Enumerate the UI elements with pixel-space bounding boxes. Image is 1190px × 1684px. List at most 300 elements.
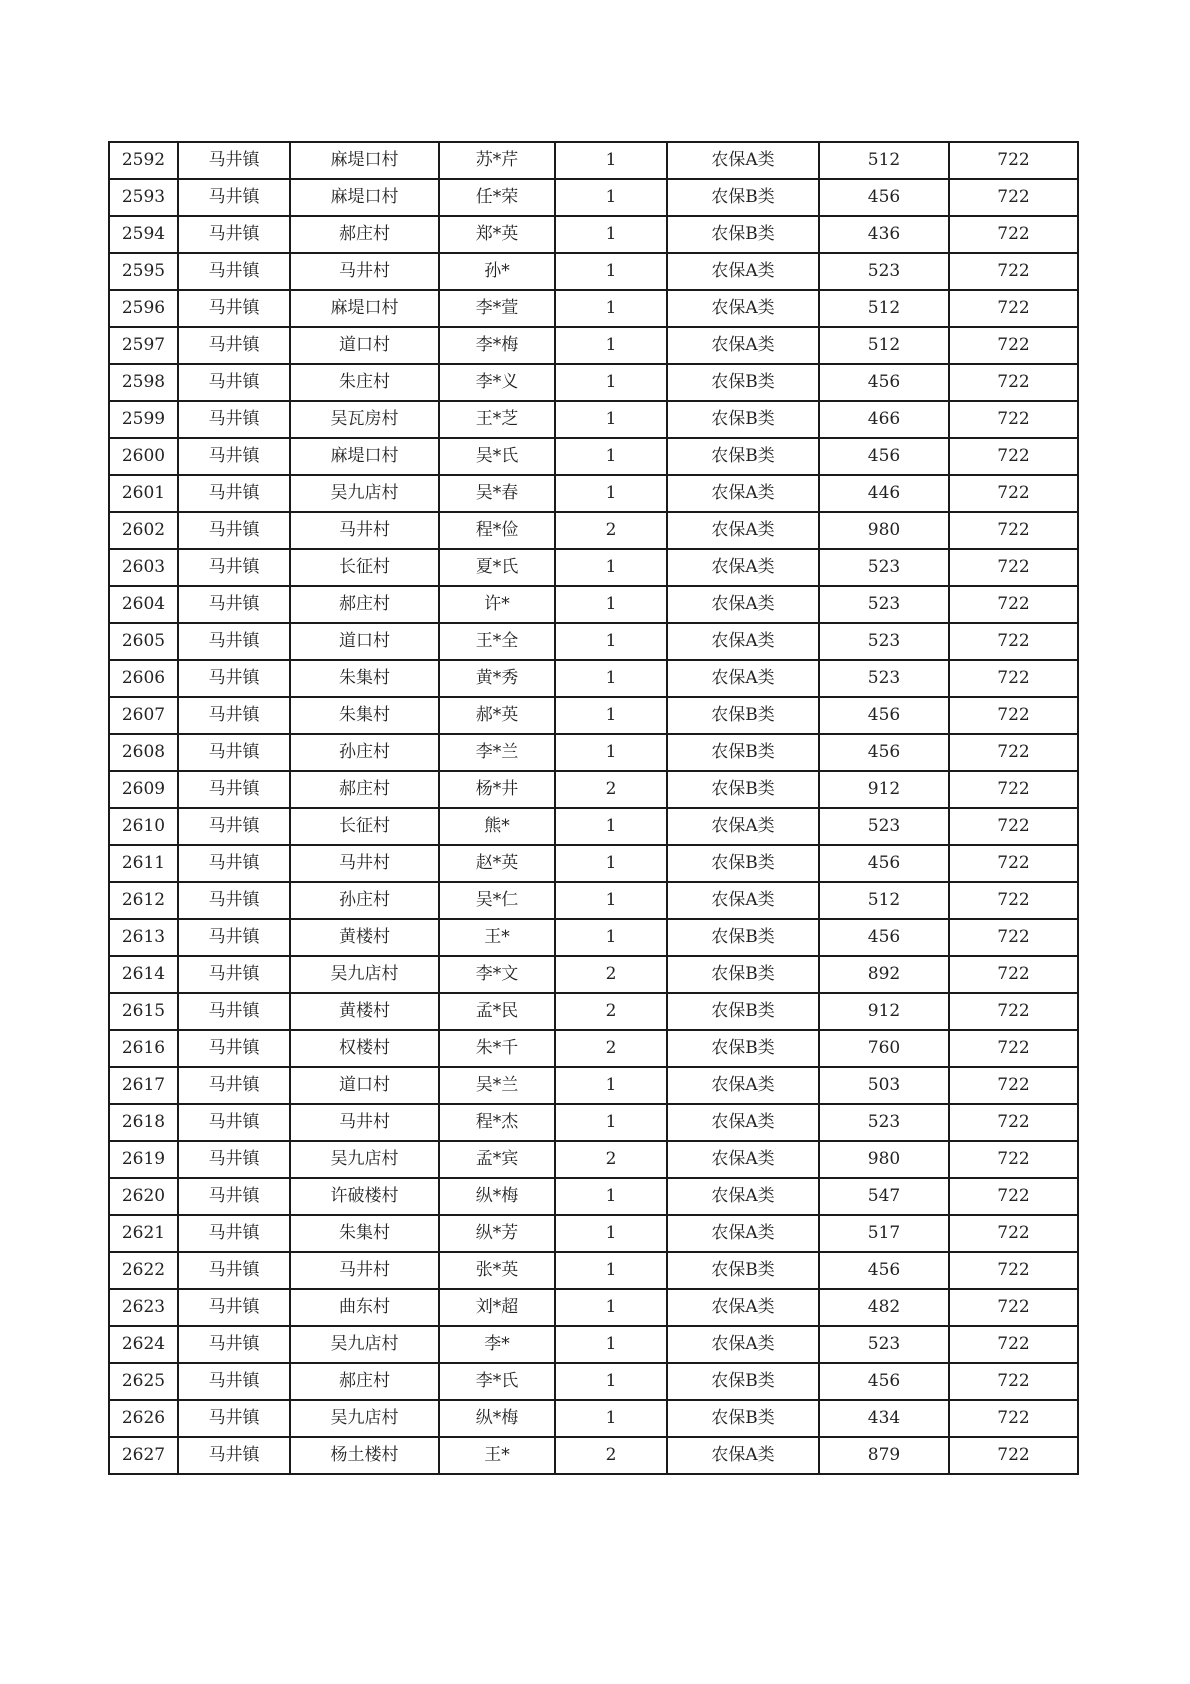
cell-village: 吴瓦房村 (290, 401, 439, 438)
cell-name: 吴*仁 (439, 882, 555, 919)
cell-township: 马井镇 (178, 1067, 290, 1104)
cell-insurance-type: 农保B类 (667, 956, 819, 993)
cell-row-number: 2595 (109, 253, 178, 290)
cell-name: 李*氏 (439, 1363, 555, 1400)
cell-standard: 722 (949, 142, 1078, 179)
cell-row-number: 2593 (109, 179, 178, 216)
cell-village: 马井村 (290, 512, 439, 549)
cell-household-size: 1 (555, 734, 667, 771)
cell-name: 黄*秀 (439, 660, 555, 697)
cell-standard: 722 (949, 401, 1078, 438)
cell-insurance-type: 农保A类 (667, 1067, 819, 1104)
cell-name: 夏*氏 (439, 549, 555, 586)
cell-insurance-type: 农保A类 (667, 623, 819, 660)
cell-row-number: 2592 (109, 142, 178, 179)
cell-insurance-type: 农保A类 (667, 290, 819, 327)
cell-household-size: 1 (555, 475, 667, 512)
cell-township: 马井镇 (178, 1141, 290, 1178)
cell-household-size: 1 (555, 179, 667, 216)
cell-township: 马井镇 (178, 1363, 290, 1400)
cell-standard: 722 (949, 734, 1078, 771)
cell-amount: 760 (819, 1030, 949, 1067)
cell-amount: 456 (819, 919, 949, 956)
cell-amount: 456 (819, 1252, 949, 1289)
cell-row-number: 2607 (109, 697, 178, 734)
table-row (109, 1437, 1078, 1474)
cell-insurance-type: 农保A类 (667, 1437, 819, 1474)
cell-row-number: 2610 (109, 808, 178, 845)
cell-amount: 466 (819, 401, 949, 438)
cell-name: 任*荣 (439, 179, 555, 216)
cell-village: 曲东村 (290, 1289, 439, 1326)
cell-village: 吴九店村 (290, 1141, 439, 1178)
cell-name: 郝*英 (439, 697, 555, 734)
cell-row-number: 2598 (109, 364, 178, 401)
cell-standard: 722 (949, 1030, 1078, 1067)
cell-standard: 722 (949, 882, 1078, 919)
cell-row-number: 2596 (109, 290, 178, 327)
cell-name: 孟*民 (439, 993, 555, 1030)
cell-township: 马井镇 (178, 327, 290, 364)
table-row (109, 1178, 1078, 1215)
cell-village: 麻堤口村 (290, 290, 439, 327)
cell-household-size: 2 (555, 1141, 667, 1178)
cell-insurance-type: 农保B类 (667, 734, 819, 771)
cell-household-size: 1 (555, 364, 667, 401)
cell-name: 李*梅 (439, 327, 555, 364)
cell-insurance-type: 农保B类 (667, 993, 819, 1030)
table-row (109, 845, 1078, 882)
cell-township: 马井镇 (178, 1252, 290, 1289)
cell-village: 许破楼村 (290, 1178, 439, 1215)
cell-row-number: 2594 (109, 216, 178, 253)
cell-standard: 722 (949, 1363, 1078, 1400)
table-row (109, 1030, 1078, 1067)
table-row (109, 771, 1078, 808)
cell-village: 马井村 (290, 845, 439, 882)
cell-household-size: 1 (555, 1289, 667, 1326)
cell-insurance-type: 农保A类 (667, 1141, 819, 1178)
table-row (109, 1067, 1078, 1104)
cell-amount: 523 (819, 660, 949, 697)
cell-household-size: 1 (555, 1067, 667, 1104)
table-row (109, 475, 1078, 512)
cell-township: 马井镇 (178, 845, 290, 882)
cell-insurance-type: 农保B类 (667, 401, 819, 438)
cell-household-size: 1 (555, 549, 667, 586)
cell-standard: 722 (949, 1252, 1078, 1289)
cell-township: 马井镇 (178, 734, 290, 771)
cell-insurance-type: 农保B类 (667, 845, 819, 882)
cell-row-number: 2623 (109, 1289, 178, 1326)
cell-row-number: 2601 (109, 475, 178, 512)
cell-amount: 512 (819, 882, 949, 919)
cell-household-size: 1 (555, 1400, 667, 1437)
cell-name: 孟*宾 (439, 1141, 555, 1178)
cell-amount: 456 (819, 438, 949, 475)
cell-insurance-type: 农保B类 (667, 216, 819, 253)
cell-standard: 722 (949, 1437, 1078, 1474)
cell-amount: 456 (819, 697, 949, 734)
cell-township: 马井镇 (178, 216, 290, 253)
table-row (109, 586, 1078, 623)
table-row (109, 956, 1078, 993)
table-row (109, 1400, 1078, 1437)
cell-township: 马井镇 (178, 808, 290, 845)
cell-name: 杨*井 (439, 771, 555, 808)
cell-amount: 523 (819, 623, 949, 660)
cell-household-size: 1 (555, 808, 667, 845)
table-row (109, 179, 1078, 216)
cell-standard: 722 (949, 216, 1078, 253)
cell-village: 道口村 (290, 1067, 439, 1104)
table-row (109, 734, 1078, 771)
table-row (109, 549, 1078, 586)
cell-row-number: 2614 (109, 956, 178, 993)
cell-standard: 722 (949, 1400, 1078, 1437)
cell-standard: 722 (949, 475, 1078, 512)
cell-standard: 722 (949, 993, 1078, 1030)
cell-township: 马井镇 (178, 586, 290, 623)
cell-household-size: 1 (555, 882, 667, 919)
cell-insurance-type: 农保A类 (667, 586, 819, 623)
cell-township: 马井镇 (178, 623, 290, 660)
cell-standard: 722 (949, 1289, 1078, 1326)
cell-amount: 436 (819, 216, 949, 253)
cell-row-number: 2624 (109, 1326, 178, 1363)
cell-household-size: 1 (555, 438, 667, 475)
cell-village: 朱集村 (290, 1215, 439, 1252)
cell-insurance-type: 农保A类 (667, 142, 819, 179)
cell-name: 纵*梅 (439, 1400, 555, 1437)
cell-village: 孙庄村 (290, 734, 439, 771)
cell-name: 李* (439, 1326, 555, 1363)
cell-household-size: 1 (555, 401, 667, 438)
cell-township: 马井镇 (178, 771, 290, 808)
cell-row-number: 2621 (109, 1215, 178, 1252)
cell-household-size: 1 (555, 327, 667, 364)
cell-name: 李*萱 (439, 290, 555, 327)
table-body (109, 142, 1078, 1474)
cell-village: 郝庄村 (290, 586, 439, 623)
cell-insurance-type: 农保A类 (667, 660, 819, 697)
cell-row-number: 2622 (109, 1252, 178, 1289)
cell-row-number: 2626 (109, 1400, 178, 1437)
cell-household-size: 1 (555, 1252, 667, 1289)
table-row (109, 697, 1078, 734)
table-row (109, 1104, 1078, 1141)
cell-village: 麻堤口村 (290, 438, 439, 475)
cell-household-size: 1 (555, 660, 667, 697)
cell-standard: 722 (949, 771, 1078, 808)
cell-name: 李*兰 (439, 734, 555, 771)
cell-village: 马井村 (290, 1104, 439, 1141)
cell-village: 孙庄村 (290, 882, 439, 919)
cell-name: 王* (439, 1437, 555, 1474)
cell-row-number: 2597 (109, 327, 178, 364)
cell-village: 长征村 (290, 549, 439, 586)
cell-standard: 722 (949, 290, 1078, 327)
cell-insurance-type: 农保B类 (667, 364, 819, 401)
cell-amount: 456 (819, 364, 949, 401)
cell-insurance-type: 农保A类 (667, 327, 819, 364)
cell-name: 孙* (439, 253, 555, 290)
cell-insurance-type: 农保B类 (667, 179, 819, 216)
cell-standard: 722 (949, 549, 1078, 586)
cell-row-number: 2615 (109, 993, 178, 1030)
table-row (109, 438, 1078, 475)
cell-household-size: 2 (555, 512, 667, 549)
cell-row-number: 2602 (109, 512, 178, 549)
cell-amount: 523 (819, 1104, 949, 1141)
cell-standard: 722 (949, 327, 1078, 364)
cell-township: 马井镇 (178, 1289, 290, 1326)
table-row (109, 364, 1078, 401)
cell-row-number: 2613 (109, 919, 178, 956)
cell-township: 马井镇 (178, 179, 290, 216)
cell-insurance-type: 农保B类 (667, 771, 819, 808)
cell-village: 马井村 (290, 253, 439, 290)
cell-row-number: 2599 (109, 401, 178, 438)
cell-amount: 517 (819, 1215, 949, 1252)
cell-household-size: 1 (555, 1178, 667, 1215)
cell-insurance-type: 农保A类 (667, 1178, 819, 1215)
cell-township: 马井镇 (178, 1178, 290, 1215)
cell-standard: 722 (949, 1215, 1078, 1252)
table-row (109, 993, 1078, 1030)
cell-name: 王*芝 (439, 401, 555, 438)
cell-township: 马井镇 (178, 142, 290, 179)
cell-amount: 512 (819, 290, 949, 327)
cell-household-size: 1 (555, 1326, 667, 1363)
cell-township: 马井镇 (178, 882, 290, 919)
cell-insurance-type: 农保A类 (667, 808, 819, 845)
cell-household-size: 1 (555, 1104, 667, 1141)
cell-standard: 722 (949, 845, 1078, 882)
cell-amount: 547 (819, 1178, 949, 1215)
cell-insurance-type: 农保B类 (667, 1400, 819, 1437)
cell-township: 马井镇 (178, 1030, 290, 1067)
cell-township: 马井镇 (178, 993, 290, 1030)
cell-village: 郝庄村 (290, 771, 439, 808)
cell-amount: 512 (819, 142, 949, 179)
cell-village: 黄楼村 (290, 919, 439, 956)
cell-name: 王* (439, 919, 555, 956)
table-row (109, 290, 1078, 327)
cell-household-size: 2 (555, 956, 667, 993)
table-row (109, 1326, 1078, 1363)
cell-name: 郑*英 (439, 216, 555, 253)
cell-name: 熊* (439, 808, 555, 845)
table-row (109, 1252, 1078, 1289)
cell-row-number: 2618 (109, 1104, 178, 1141)
cell-standard: 722 (949, 1326, 1078, 1363)
cell-insurance-type: 农保B类 (667, 1252, 819, 1289)
cell-name: 吴*兰 (439, 1067, 555, 1104)
table-row (109, 216, 1078, 253)
cell-township: 马井镇 (178, 956, 290, 993)
cell-standard: 722 (949, 1104, 1078, 1141)
cell-row-number: 2604 (109, 586, 178, 623)
cell-township: 马井镇 (178, 512, 290, 549)
table-row (109, 1363, 1078, 1400)
cell-row-number: 2612 (109, 882, 178, 919)
cell-row-number: 2603 (109, 549, 178, 586)
cell-village: 黄楼村 (290, 993, 439, 1030)
cell-standard: 722 (949, 697, 1078, 734)
cell-village: 长征村 (290, 808, 439, 845)
cell-name: 程*俭 (439, 512, 555, 549)
cell-village: 杨土楼村 (290, 1437, 439, 1474)
cell-household-size: 2 (555, 1030, 667, 1067)
cell-township: 马井镇 (178, 549, 290, 586)
table-row (109, 253, 1078, 290)
cell-row-number: 2608 (109, 734, 178, 771)
cell-township: 马井镇 (178, 253, 290, 290)
cell-standard: 722 (949, 512, 1078, 549)
cell-amount: 912 (819, 993, 949, 1030)
table-row (109, 882, 1078, 919)
cell-amount: 980 (819, 1141, 949, 1178)
cell-village: 吴九店村 (290, 1400, 439, 1437)
cell-household-size: 1 (555, 253, 667, 290)
cell-name: 刘*超 (439, 1289, 555, 1326)
cell-insurance-type: 农保A类 (667, 475, 819, 512)
table-row (109, 1141, 1078, 1178)
cell-township: 马井镇 (178, 290, 290, 327)
cell-village: 道口村 (290, 327, 439, 364)
cell-insurance-type: 农保B类 (667, 1363, 819, 1400)
cell-township: 马井镇 (178, 919, 290, 956)
cell-amount: 523 (819, 586, 949, 623)
cell-name: 朱*千 (439, 1030, 555, 1067)
cell-township: 马井镇 (178, 1400, 290, 1437)
cell-township: 马井镇 (178, 1104, 290, 1141)
cell-insurance-type: 农保A类 (667, 1289, 819, 1326)
cell-amount: 434 (819, 1400, 949, 1437)
cell-name: 张*英 (439, 1252, 555, 1289)
cell-amount: 482 (819, 1289, 949, 1326)
table-row (109, 512, 1078, 549)
cell-name: 纵*梅 (439, 1178, 555, 1215)
cell-name: 许* (439, 586, 555, 623)
cell-standard: 722 (949, 586, 1078, 623)
cell-amount: 456 (819, 179, 949, 216)
cell-amount: 523 (819, 1326, 949, 1363)
cell-row-number: 2620 (109, 1178, 178, 1215)
cell-standard: 722 (949, 808, 1078, 845)
cell-row-number: 2606 (109, 660, 178, 697)
cell-standard: 722 (949, 1178, 1078, 1215)
cell-standard: 722 (949, 179, 1078, 216)
cell-amount: 523 (819, 808, 949, 845)
cell-village: 吴九店村 (290, 1326, 439, 1363)
cell-household-size: 2 (555, 771, 667, 808)
table-row (109, 660, 1078, 697)
cell-standard: 722 (949, 623, 1078, 660)
cell-name: 吴*氏 (439, 438, 555, 475)
cell-amount: 912 (819, 771, 949, 808)
cell-household-size: 1 (555, 1215, 667, 1252)
cell-township: 马井镇 (178, 697, 290, 734)
cell-village: 朱庄村 (290, 364, 439, 401)
table-row (109, 1289, 1078, 1326)
cell-township: 马井镇 (178, 364, 290, 401)
cell-household-size: 1 (555, 697, 667, 734)
cell-name: 李*义 (439, 364, 555, 401)
cell-insurance-type: 农保A类 (667, 1326, 819, 1363)
cell-standard: 722 (949, 364, 1078, 401)
cell-name: 吴*春 (439, 475, 555, 512)
cell-township: 马井镇 (178, 1215, 290, 1252)
cell-amount: 446 (819, 475, 949, 512)
cell-township: 马井镇 (178, 1326, 290, 1363)
cell-village: 郝庄村 (290, 216, 439, 253)
cell-village: 麻堤口村 (290, 179, 439, 216)
cell-amount: 523 (819, 549, 949, 586)
cell-household-size: 1 (555, 216, 667, 253)
cell-row-number: 2611 (109, 845, 178, 882)
cell-row-number: 2605 (109, 623, 178, 660)
cell-standard: 722 (949, 660, 1078, 697)
cell-township: 马井镇 (178, 401, 290, 438)
cell-insurance-type: 农保B类 (667, 697, 819, 734)
cell-insurance-type: 农保A类 (667, 882, 819, 919)
cell-amount: 512 (819, 327, 949, 364)
table-row (109, 401, 1078, 438)
cell-household-size: 1 (555, 623, 667, 660)
cell-household-size: 1 (555, 1363, 667, 1400)
cell-village: 麻堤口村 (290, 142, 439, 179)
cell-household-size: 1 (555, 586, 667, 623)
cell-row-number: 2600 (109, 438, 178, 475)
cell-name: 苏*芹 (439, 142, 555, 179)
cell-township: 马井镇 (178, 475, 290, 512)
cell-household-size: 2 (555, 993, 667, 1030)
cell-insurance-type: 农保A类 (667, 512, 819, 549)
cell-village: 吴九店村 (290, 956, 439, 993)
table-row (109, 623, 1078, 660)
cell-household-size: 1 (555, 845, 667, 882)
cell-name: 赵*英 (439, 845, 555, 882)
cell-household-size: 1 (555, 142, 667, 179)
cell-township: 马井镇 (178, 660, 290, 697)
cell-amount: 456 (819, 734, 949, 771)
cell-row-number: 2609 (109, 771, 178, 808)
cell-insurance-type: 农保B类 (667, 1030, 819, 1067)
table-row (109, 808, 1078, 845)
cell-amount: 879 (819, 1437, 949, 1474)
cell-household-size: 2 (555, 1437, 667, 1474)
cell-standard: 722 (949, 438, 1078, 475)
table-row (109, 919, 1078, 956)
cell-village: 道口村 (290, 623, 439, 660)
cell-insurance-type: 农保B类 (667, 438, 819, 475)
table-row (109, 142, 1078, 179)
cell-row-number: 2616 (109, 1030, 178, 1067)
cell-name: 纵*芳 (439, 1215, 555, 1252)
benefit-table (108, 141, 1079, 1475)
cell-row-number: 2625 (109, 1363, 178, 1400)
cell-insurance-type: 农保A类 (667, 253, 819, 290)
cell-village: 吴九店村 (290, 475, 439, 512)
cell-village: 马井村 (290, 1252, 439, 1289)
cell-name: 李*文 (439, 956, 555, 993)
cell-village: 朱集村 (290, 660, 439, 697)
cell-row-number: 2619 (109, 1141, 178, 1178)
cell-village: 郝庄村 (290, 1363, 439, 1400)
cell-amount: 523 (819, 253, 949, 290)
